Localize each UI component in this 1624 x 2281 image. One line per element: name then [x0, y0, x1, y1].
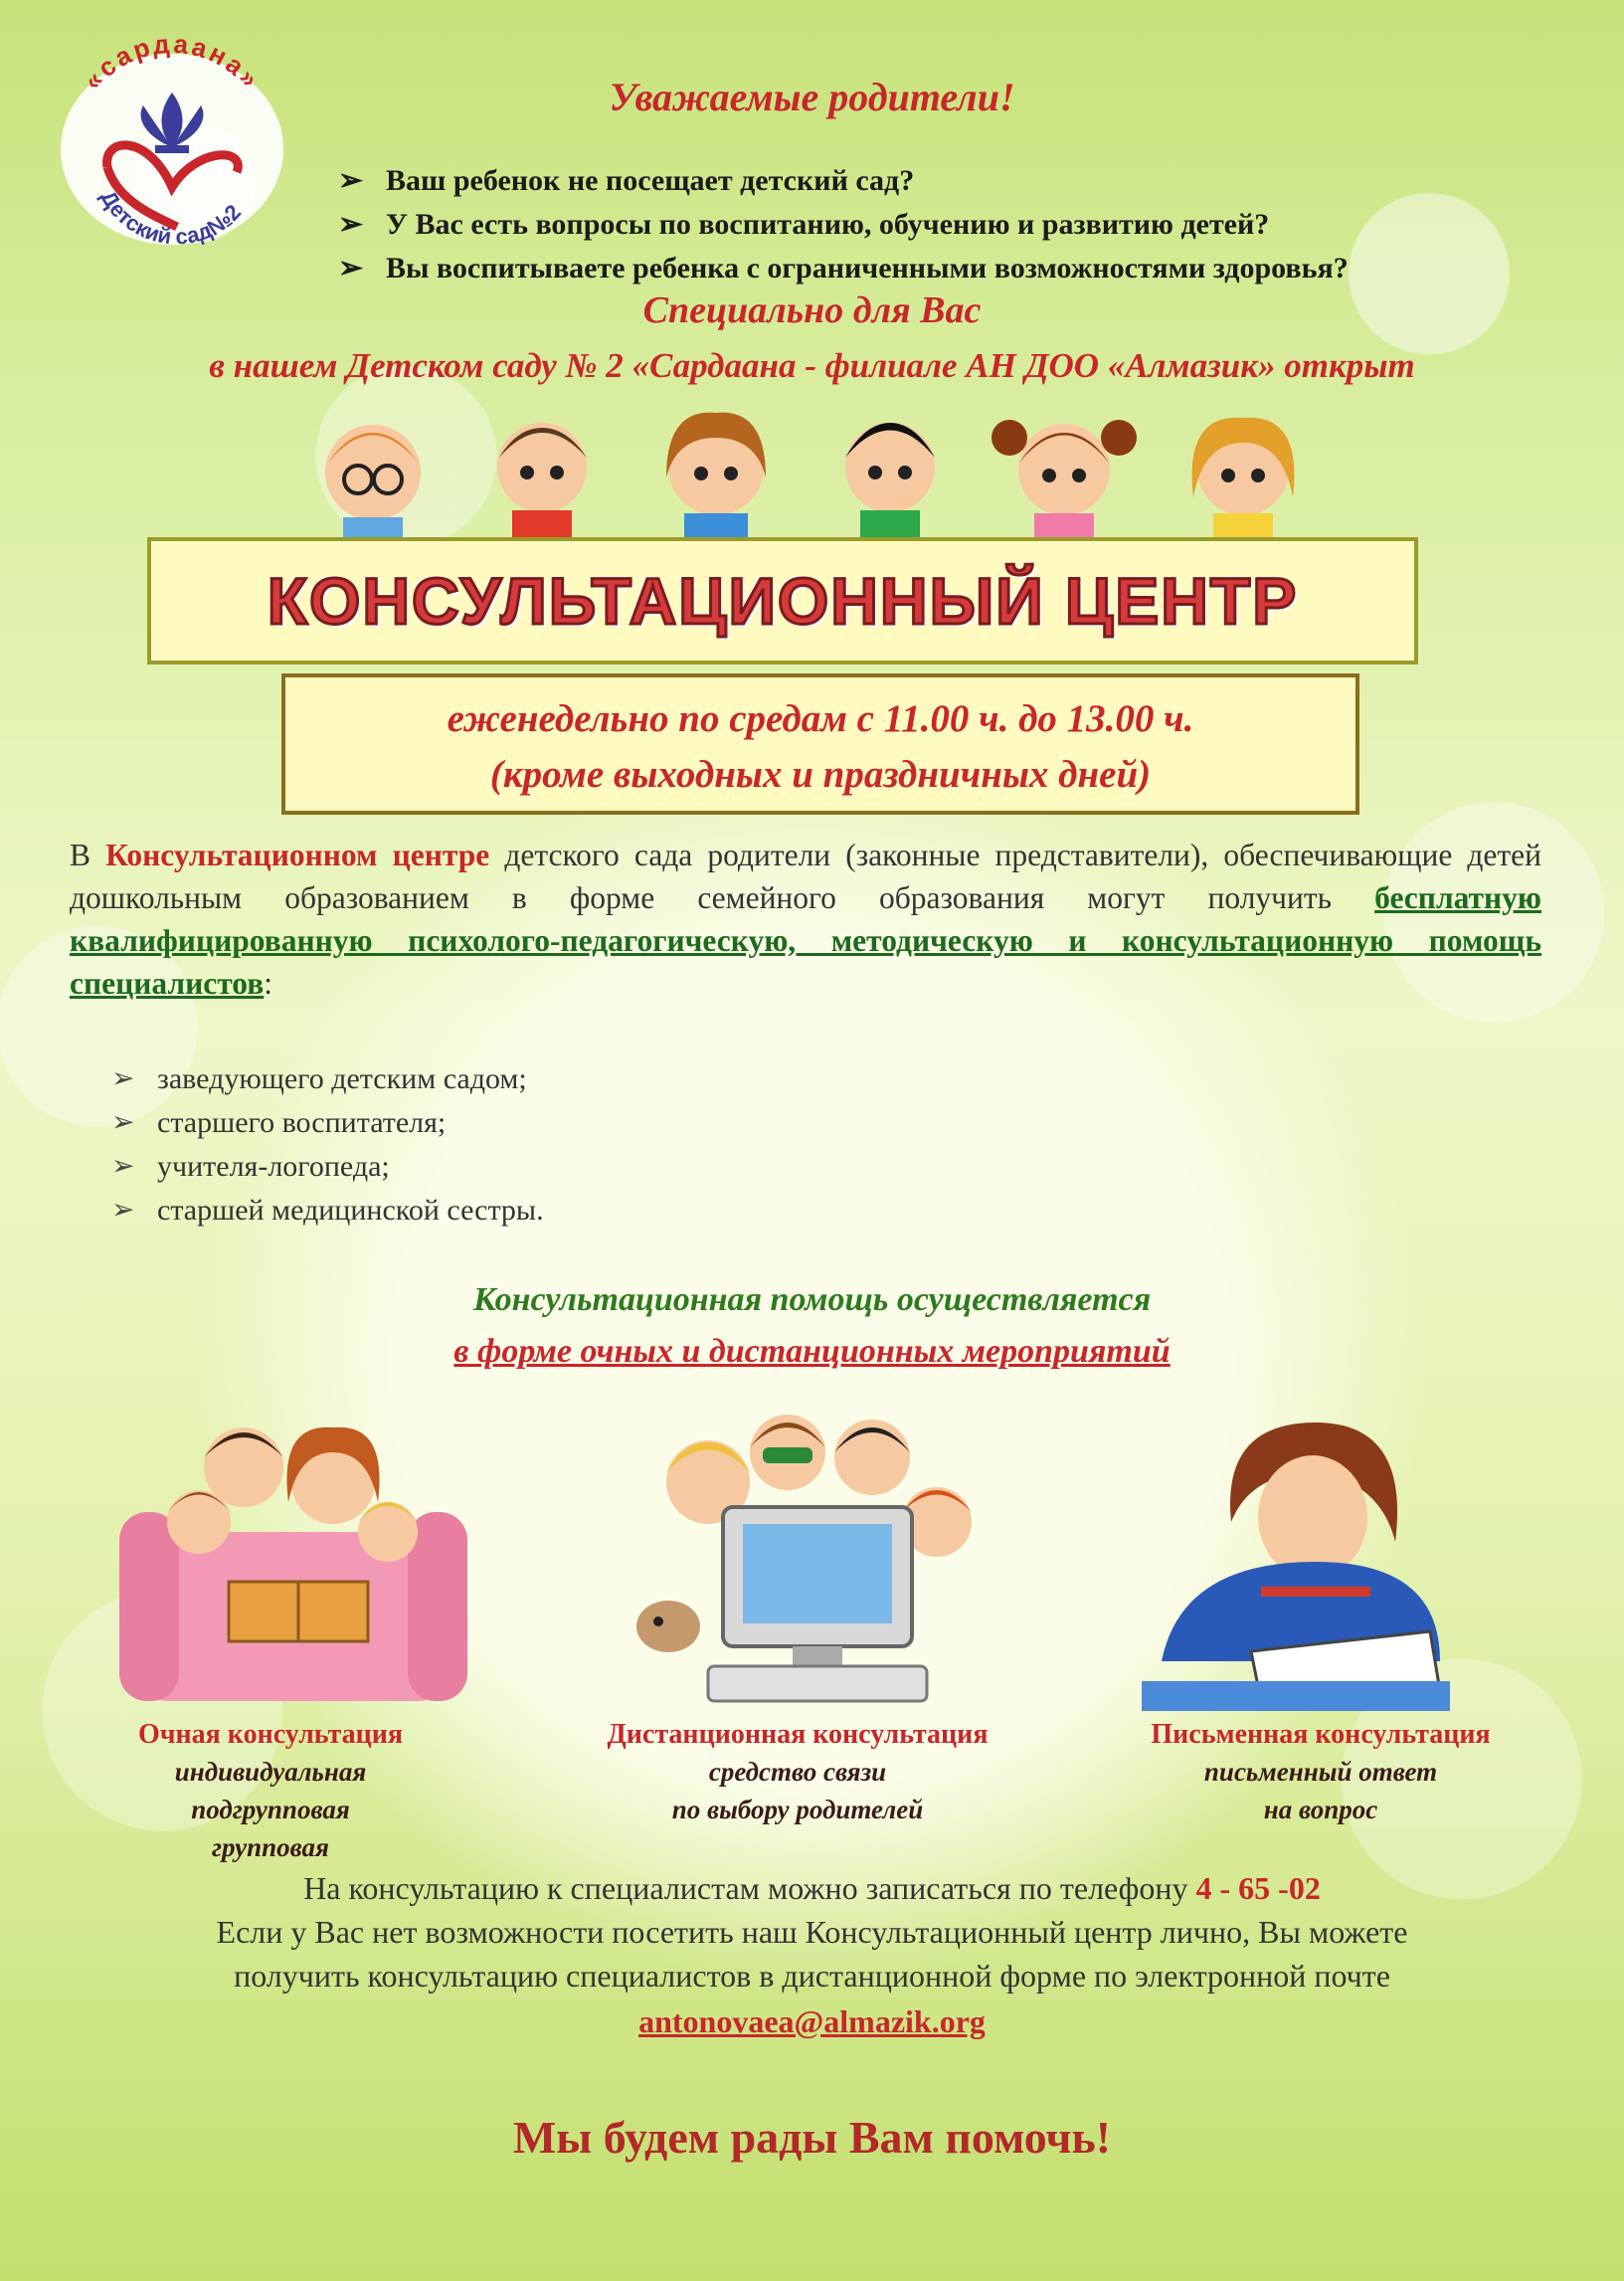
forms-subheading: в форме очных и дистанционных мероприятий	[453, 1333, 1171, 1370]
list-item: ➢ Ваш ребенок не посещает детский сад?	[338, 159, 1349, 203]
arrow-bullet-icon: ➢	[111, 1195, 135, 1226]
phone-number[interactable]: 4 - 65 -02	[1195, 1870, 1321, 1906]
email-link[interactable]: antonovaea@almazik.org	[638, 2003, 986, 2039]
in-person-consultation: Очная консультация индивидуальная подгрупповая групповая	[32, 1717, 509, 1866]
written-consultation: Письменная консультация письменный ответ на вопрос	[1082, 1717, 1559, 1828]
specialists-list	[111, 1057, 544, 1233]
schedule-note: (кроме выходных и праздничных дней)	[489, 753, 1152, 796]
consultation-title: Письменная консультация	[1151, 1719, 1491, 1750]
special-heading: Специально для Вас	[642, 289, 982, 331]
logo-arc-text: «сардаана»	[77, 38, 268, 95]
banner-title: КОНСУЛЬТАЦИОННЫЙ ЦЕНТР	[267, 564, 1299, 638]
greeting-title: Уважаемые родители!	[609, 75, 1015, 119]
list-item: ➢ заведующего детским садом;	[111, 1057, 544, 1101]
list-item: ➢ учителя-логопеда;	[111, 1145, 544, 1189]
arrow-bullet-icon: ➢	[338, 208, 364, 241]
consultation-center-banner	[147, 537, 1418, 665]
open-announcement: в нашем Детском саду № 2 «Сардаана - филиале АН ДОО «Алмазик» открыт	[209, 346, 1415, 385]
arrow-bullet-icon: ➢	[111, 1063, 135, 1094]
phone-line: На консультацию к специалистам можно записаться по телефону 4 - 65 -02	[303, 1870, 1321, 1906]
arrow-bullet-icon: ➢	[338, 164, 364, 197]
center-name: Консультационном центре	[105, 838, 490, 872]
question-list	[338, 159, 1349, 290]
remote-info-line: получить консультацию специалистов в дистанционной форме по электронной почте	[234, 1958, 1390, 1994]
schedule-line: еженедельно по средам с 11.00 ч. до 13.00 ч.	[447, 697, 1194, 740]
email-line	[0, 1999, 1624, 2043]
schedule-box	[281, 673, 1359, 815]
writing-girl-illustration	[1142, 1413, 1450, 1711]
kindergarten-logo	[48, 38, 296, 247]
list-item: ➢ У Вас есть вопросы по воспитанию, обучению и развитию детей?	[338, 203, 1349, 247]
remote-info-line: Если у Вас нет возможности посетить наш Консультационный центр лично, Вы можете	[216, 1914, 1408, 1950]
closing-message: Мы будем рады Вам помочь!	[512, 2112, 1112, 2163]
forms-heading: Консультационная помощь осуществляется	[472, 1281, 1152, 1318]
consultation-title: Дистанционная консультация	[607, 1719, 989, 1750]
info-paragraph: В Консультационном центре детского сада родители (законные представители), обеспечивающие детей дошкольным образованием в форме семейного образования могут получить бесплатную квалифицированную психолого-педагогическую, методическую и консультационную помощь специалистов:	[70, 838, 1541, 1001]
help-description: бесплатную квалифицированную психолого-педагогическую, методическую и консультационную помощь специалистов	[70, 880, 1541, 1001]
arrow-bullet-icon: ➢	[111, 1107, 135, 1138]
list-item: ➢ старшего воспитателя;	[111, 1101, 544, 1145]
family-reading-illustration	[119, 1413, 467, 1711]
computer-kids-illustration	[629, 1413, 1006, 1711]
logo-bottom-text: Детский сад№2	[95, 185, 247, 247]
arrow-bullet-icon: ➢	[111, 1151, 135, 1182]
arrow-bullet-icon: ➢	[338, 252, 364, 285]
consultation-title: Очная консультация	[137, 1719, 404, 1750]
remote-consultation: Дистанционная консультация средство связи по выбору родителей	[559, 1717, 1036, 1828]
list-item: ➢ Вы воспитываете ребенка с ограниченными возможностями здоровья?	[338, 247, 1349, 290]
list-item: ➢ старшей медицинской сестры.	[111, 1189, 544, 1233]
